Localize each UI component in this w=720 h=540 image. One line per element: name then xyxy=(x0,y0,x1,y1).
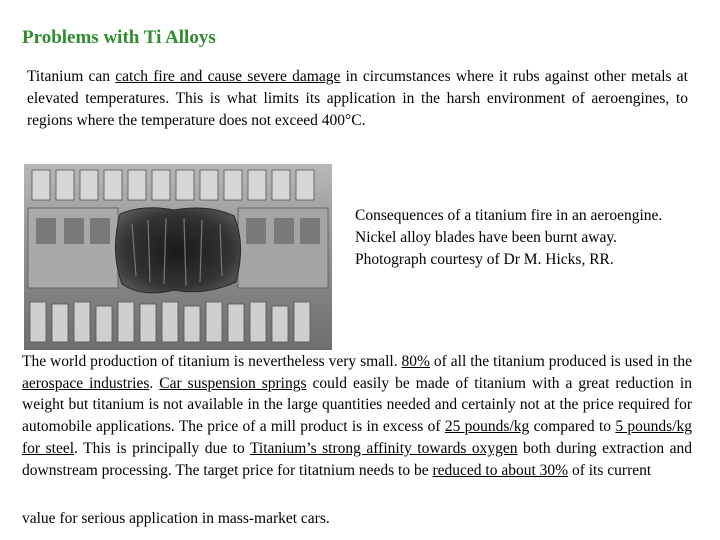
prod-underline-30pct: reduced to about 30% xyxy=(432,461,569,479)
page-title: Problems with Ti Alloys xyxy=(22,27,216,48)
prod-text-8: of its current xyxy=(568,461,652,479)
prod-underline-80pct: 80% xyxy=(401,353,430,370)
prod-text-3: . xyxy=(149,374,160,392)
closing-line: value for serious application in mass-market cars. xyxy=(22,510,330,527)
burnt-aeroengine-photo xyxy=(24,164,332,350)
photo-illustration xyxy=(24,164,332,350)
production-paragraph xyxy=(22,351,692,481)
prod-text-4: could easily be made of titanium with a great reduction in weight but titanium is not available in the large quantities needed and certainly not at the price required for automobile applications. The price of a mill product is in excess of xyxy=(22,374,692,436)
prod-text-7: both during extraction and downstream processing. The target price for titatnium needs to be xyxy=(22,439,693,479)
intro-text-2: in circumstances where it rubs against other metals at elevated temperatures. This is what limits its application in the harsh environment of aeroengines, to regions where the temperature does not exceed 400°C. xyxy=(27,68,688,129)
prod-text-6: . This is principally due to xyxy=(74,439,250,457)
photo-caption: Consequences of a titanium fire in an aeroengine. Nickel alloy blades have been burnt away. Photograph courtesy of Dr M. Hicks, RR. xyxy=(355,207,663,268)
prod-underline-aerospace: aerospace industries xyxy=(22,374,150,392)
intro-paragraph xyxy=(27,66,688,132)
prod-underline-oxygen: Titanium’s strong affinity towards oxygen xyxy=(249,439,518,457)
intro-underline-fire: catch fire and cause severe damage xyxy=(115,68,341,85)
prod-underline-springs: Car suspension springs xyxy=(159,374,307,392)
prod-underline-steel: 5 pounds/kg for steel xyxy=(22,418,693,457)
prod-text-1: The world production of titanium is nevertheless very small. xyxy=(22,353,402,370)
prod-text-5: compared to xyxy=(529,418,616,436)
prod-text-2: of all the titanium produced is used in the xyxy=(429,353,692,370)
intro-text-1: Titanium can xyxy=(27,68,116,85)
prod-underline-25pounds: 25 pounds/kg xyxy=(444,418,530,436)
